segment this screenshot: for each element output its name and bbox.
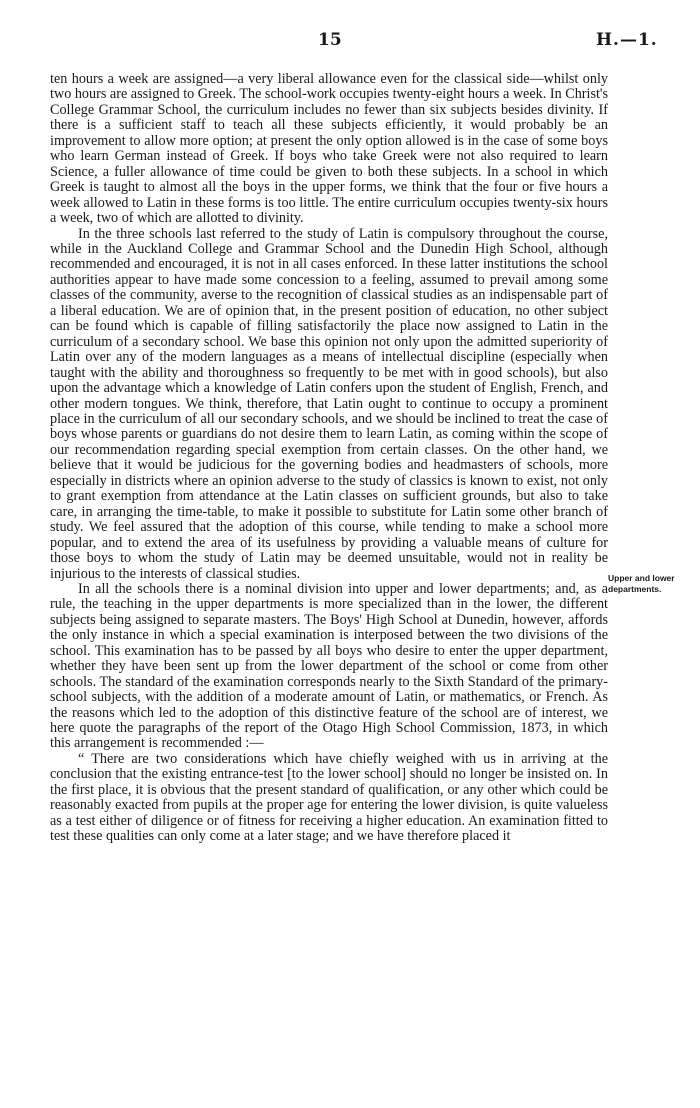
document-reference: H.—1.: [596, 30, 658, 50]
margin-note: [608, 573, 698, 595]
paragraph-latin-study: In the three schools last referred to the study of Latin is compulsory throughout the course, while in the Auckland College and Grammar School and the Dunedin High School, although recommended and encouraged, it is not in all cases enforced. In these latter institutions the school authorities appear to have made some concession to a feeling, assumed to prevail among some classes of the community, averse to the recognition of classical studies as an indispensable part of a liberal education. We are of opinion that, in the present position of education, no other subject can be found which is capable of filling satisfactorily the place now assigned to Latin in the curriculum of a secondary school. We base this opinion not only upon the admitted superiority of Latin over any of the modern languages as a means of intellectual discipline (especially when taught with the ability and thoroughness so frequently to be met with in good schools), but also upon the advantage which a knowledge of Latin confers upon the student of English, French, and other modern tongues. We think, therefore, that Latin ought to continue to occupy a prominent place in the curriculum of all our secondary schools, and we should be inclined to treat the case of boys whose parents or guardians do not desire them to learn Latin, as coming within the scope of our recommendation regarding special exemption from certain classes. On the other hand, we believe that it would be judicious for the governing bodies and headmasters of schools, more especially in districts where an opinion adverse to the study of classics is known to exist, not only to grant exemption from attendance at the Latin classes on sufficient grounds, but also to take care, in arranging the time-table, to make it possible to substitute for Latin some other branch of study. We feel assured that the adoption of this course, while tending to make a school more popular, and to extend the area of its usefulness by providing a valuable means of culture for those boys to whom the study of Latin may be deemed unsuitable, would not in reality be injurious to the interests of classical studies.: [50, 225, 608, 582]
body-text: [50, 72, 608, 845]
paragraph-quotation: “ There are two considerations which have chiefly weighed with us in arriving at the conclusion that the existing entrance-test [to the lower school] should no longer be insisted on. In the first place, it is obvious that the present standard of qualification, or any other which could be reasonably exacted from pupils at the proper age for entering the lower division, is quite valueless as a test either of diligence or of fitness for receiving a higher education. An examination fitted to test these qualities can only come at a later stage; and we have therefore placed it: [50, 750, 608, 845]
page-header: [0, 30, 700, 54]
margin-note-line-1: Upper and lower: [608, 573, 675, 583]
margin-note-line-2: departments.: [608, 584, 662, 594]
page-number: 15: [318, 30, 342, 50]
paragraph-school-divisions: In all the schools there is a nominal division into upper and lower departments; and, as a rule, the teaching in the upper departments is more specialized than in the lower, the different subjects being assigned to separate masters. The Boys' High School at Dunedin, however, affords the only instance in which a special examination is interposed between the two divisions of the school. This examination has to be passed by all boys who desire to enter the upper department, whether they have been sent up from the lower department of the school or come from other schools. The standard of the examination corresponds nearly to the Sixth Standard of the primary-school subjects, with the addition of a moderate amount of Latin, or mathematics, or French. As the reasons which led to the adoption of this distinctive feature of the school are of interest, we here quote the paragraphs of the report of the Otago High School Commission, 1873, in which this arrangement is recommended :—: [50, 580, 608, 752]
paragraph-continuation: ten hours a week are assigned—a very liberal allowance even for the classical side—whilst only two hours are assigned to Greek. The school-work occupies twenty-eight hours a week. In Christ's College Grammar School, the curriculum includes no fewer than six subjects besides divinity. If there is a sufficient staff to teach all these subjects efficiently, it would probably be an improvement to allow more option; at present the only option allowed is in the case of some boys who learn German instead of Greek. If boys who take Greek were not also required to learn Science, a fuller allowance of time could be given to both these subjects. In a school in which Greek is taught to almost all the boys in the upper forms, we think that the four or five hours a week allowed to Latin in these forms is too little. The entire curriculum occupies twenty-six hours a week, two of which are allotted to divinity.: [50, 71, 608, 227]
